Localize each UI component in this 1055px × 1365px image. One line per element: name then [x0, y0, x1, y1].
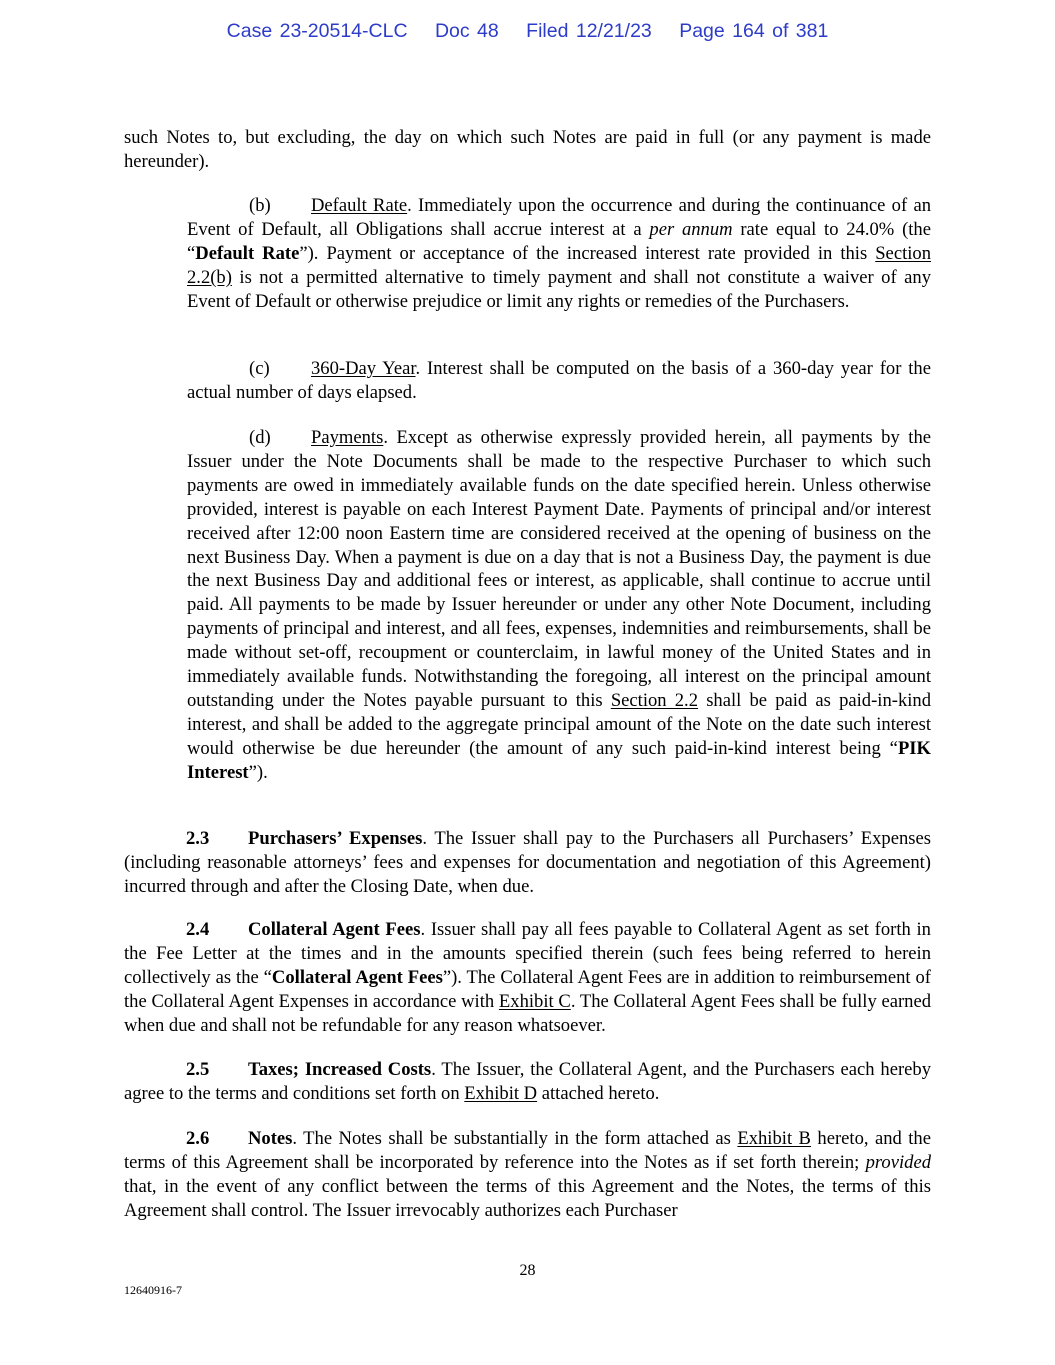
heading-collateral-agent-fees: Collateral Agent Fees — [248, 919, 421, 940]
case-number: Case 23-20514-CLC — [226, 20, 408, 42]
heading-notes: Notes — [248, 1128, 293, 1149]
section-2-4: 2.4 Collateral Agent Fees. Issuer shall pay all fees payable to Collateral Agent as set forth in the Fee Letter at the times and in the amounts specified therein (such fees being referred to herein collectively as the “Collateral Agent Fees”). The Collateral Agent Fees are in addition to reimbursement of the Collateral Agent Expenses in accordance with Exhibit C. The Collateral Agent Fees shall be fully earned when due and shall not be refundable for any reason whatsoever. — [124, 919, 932, 1036]
page-count: Page 164 of 381 — [679, 20, 829, 42]
exhibit-reference: Exhibit D — [464, 1082, 538, 1104]
heading-360-day-year: 360-Day Year — [311, 358, 416, 379]
section-reference: Section 2.2(b) — [187, 242, 931, 288]
heading-taxes-increased-costs: Taxes; Increased Costs — [248, 1059, 432, 1080]
paragraph-2-2-d: (d) Payments. Except as otherwise expressly provided herein, all payments by the Issuer under the Note Documents shall be made to the respective Purchaser to which such payments are owed in immediately available funds on the date specified herein. Unless otherwise provided, interest is payable on each Interest Payment Date. Payments of principal and/or interest received after 12:00 noon Eastern time are considered received at the opening of business on the next Business Day. When a payment is due on a day that is not a Business Day, the payment is due the next Business Day and additional fees or interest, as applicable, shall continue to accrue until paid. All payments to be made by Issuer hereunder or under any other Note Document, including payments of principal and interest, and all fees, expenses, indemnities and reimbursements, shall be made without set-off, recoupment or counterclaim, in lawful money of the United States and in immediately available funds. Notwithstanding the foregoing, all interest on the principal amount outstanding under the Notes payable pursuant to this Section 2.2 shall be paid as paid-in-kind interest, and shall be added to the aggregate principal amount of the Note on the date such interest would otherwise be due hereunder (the amount of any such paid-in-kind interest being “PIK Interest”). — [187, 427, 931, 783]
paragraph-continuation: such Notes to, but excluding, the day on which such Notes are paid in full (or any payment is made hereunder). — [124, 127, 931, 172]
paragraph-2-2-b: (b) Default Rate. Immediately upon the occurrence and during the continuance of an Event of Default, all Obligations shall accrue interest at a per annum rate equal to 24.0% (the “Default Rate”). Payment or acceptance of the increased interest rate provided in this Section 2.2(b) is not a permitted alternative to timely payment and shall not constitute a waiver of any Event of Default or otherwise prejudice or limit any rights or remedies of the Purchasers. — [187, 195, 932, 312]
section-reference: Section 2.2 — [610, 689, 699, 711]
heading-payments: Payments — [311, 427, 384, 448]
heading-purchasers-expenses: Purchasers’ Expenses — [248, 828, 423, 849]
section-2-5: 2.5 Taxes; Increased Costs. The Issuer, the Collateral Agent, and the Purchasers each hereby agree to the terms and conditions set forth on Exhibit D attached hereto. — [124, 1059, 932, 1104]
paragraph-2-2-c: (c) 360-Day Year. Interest shall be computed on the basis of a 360-day year for the actual number of days elapsed. — [187, 358, 931, 403]
section-2-3: 2.3 Purchasers’ Expenses. The Issuer shall pay to the Purchasers all Purchasers’ Expenses (including reasonable attorneys’ fees and expenses for documentation and negotiation of this Agreement) incurred through and after the Closing Date, when due. — [124, 828, 931, 897]
exhibit-reference: Exhibit B — [737, 1128, 811, 1149]
heading-default-rate: Default Rate — [311, 195, 408, 216]
filing-header — [0, 20, 1055, 43]
docket-number: Doc 48 — [434, 20, 499, 42]
filed-date: Filed 12/21/23 — [526, 20, 652, 42]
page-number: 28 — [519, 1262, 536, 1279]
exhibit-reference: Exhibit C — [498, 990, 571, 1012]
document-id: 12640916-7 — [124, 1283, 182, 1297]
section-2-6: 2.6 Notes. The Notes shall be substantially in the form attached as Exhibit B hereto, and the terms of this Agreement shall be incorporated by reference into the Notes as if set forth therein; provided that, in the event of any conflict between the terms of this Agreement and the Notes, the terms of this Agreement shall control. The Issuer irrevocably authorizes each Purchaser — [124, 1128, 931, 1221]
